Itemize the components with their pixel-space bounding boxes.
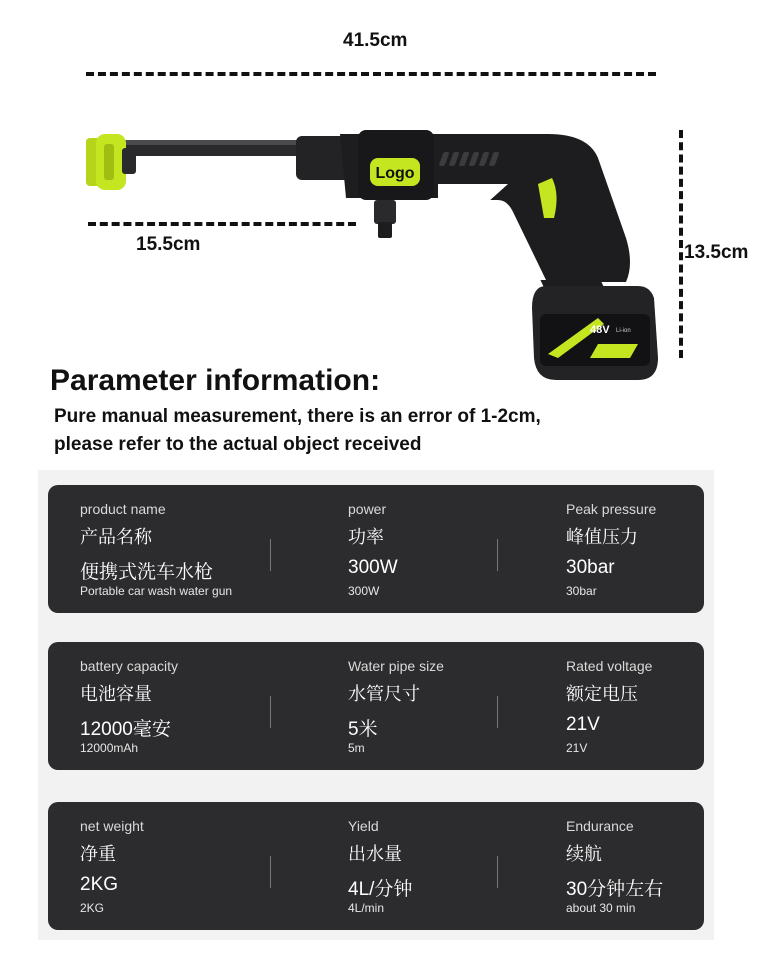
- param-label-en: Peak pressure: [566, 501, 657, 517]
- parameter-row: [48, 802, 704, 930]
- column-divider: [497, 539, 498, 571]
- param-value-en: 12000mAh: [80, 741, 139, 755]
- param-label-en: Rated voltage: [566, 658, 653, 674]
- measurement-note-line1: Pure manual measurement, there is an error of 1-2cm,: [54, 406, 541, 427]
- length-dimension-line: [86, 72, 656, 76]
- measurement-note-line2: please refer to the actual object received: [54, 434, 422, 455]
- param-label-cn: 功率: [348, 527, 384, 547]
- param-label-en: Water pipe size: [348, 658, 444, 674]
- param-value-en: 4L/min: [348, 901, 385, 915]
- length-dimension-label: 41.5cm: [343, 30, 408, 51]
- param-value-en: about 30 min: [566, 901, 636, 915]
- param-label-cn: 电池容量: [80, 684, 152, 704]
- param-label-cn: 出水量: [348, 844, 402, 864]
- param-value-en: 30bar: [566, 584, 597, 598]
- param-value: 21V: [566, 714, 600, 735]
- param-value-en: 300W: [348, 584, 380, 598]
- barrel-dimension-label: 15.5cm: [136, 234, 201, 255]
- height-dimension-line: [679, 130, 683, 358]
- param-value: 便携式洗车水枪: [80, 562, 214, 583]
- parameter-row: [48, 485, 704, 613]
- param-value: 5米: [348, 719, 378, 740]
- param-label-cn: 产品名称: [80, 527, 152, 547]
- column-divider: [497, 696, 498, 728]
- param-label-en: Yield: [348, 818, 379, 834]
- param-value: 2KG: [80, 874, 119, 895]
- param-label-cn: 峰值压力: [566, 527, 638, 547]
- section-heading: Parameter information:: [50, 364, 381, 397]
- column-divider: [497, 856, 498, 888]
- column-divider: [270, 539, 271, 571]
- column-divider: [270, 856, 271, 888]
- param-label-en: net weight: [80, 818, 144, 834]
- height-dimension-label: 13.5cm: [684, 242, 749, 263]
- param-label-en: Endurance: [566, 818, 634, 834]
- column-divider: [270, 696, 271, 728]
- param-label-cn: 净重: [80, 844, 116, 864]
- param-value-en: 21V: [566, 741, 588, 755]
- param-label-en: battery capacity: [80, 658, 179, 674]
- param-value-en: Portable car wash water gun: [80, 584, 233, 598]
- param-label-en: power: [348, 501, 387, 517]
- param-value: 30分钟左右: [566, 879, 664, 900]
- param-value-en: 2KG: [80, 901, 105, 915]
- param-value: 4L/分钟: [348, 879, 413, 900]
- param-label-cn: 续航: [566, 844, 602, 864]
- battery-voltage: 48V: [590, 324, 610, 336]
- param-label-cn: 水管尺寸: [348, 684, 420, 704]
- param-label-en: product name: [80, 501, 166, 517]
- parameter-row: [48, 642, 704, 770]
- battery-model: Li-ion: [616, 328, 631, 334]
- param-value: 30bar: [566, 557, 615, 578]
- water-gun-image: [78, 118, 668, 388]
- water-inlet: [374, 200, 396, 224]
- param-value-en: 5m: [348, 741, 365, 755]
- param-value: 12000毫安: [80, 719, 171, 740]
- param-value: 300W: [348, 557, 398, 578]
- param-label-cn: 额定电压: [566, 684, 638, 704]
- logo-text: Logo: [375, 165, 415, 182]
